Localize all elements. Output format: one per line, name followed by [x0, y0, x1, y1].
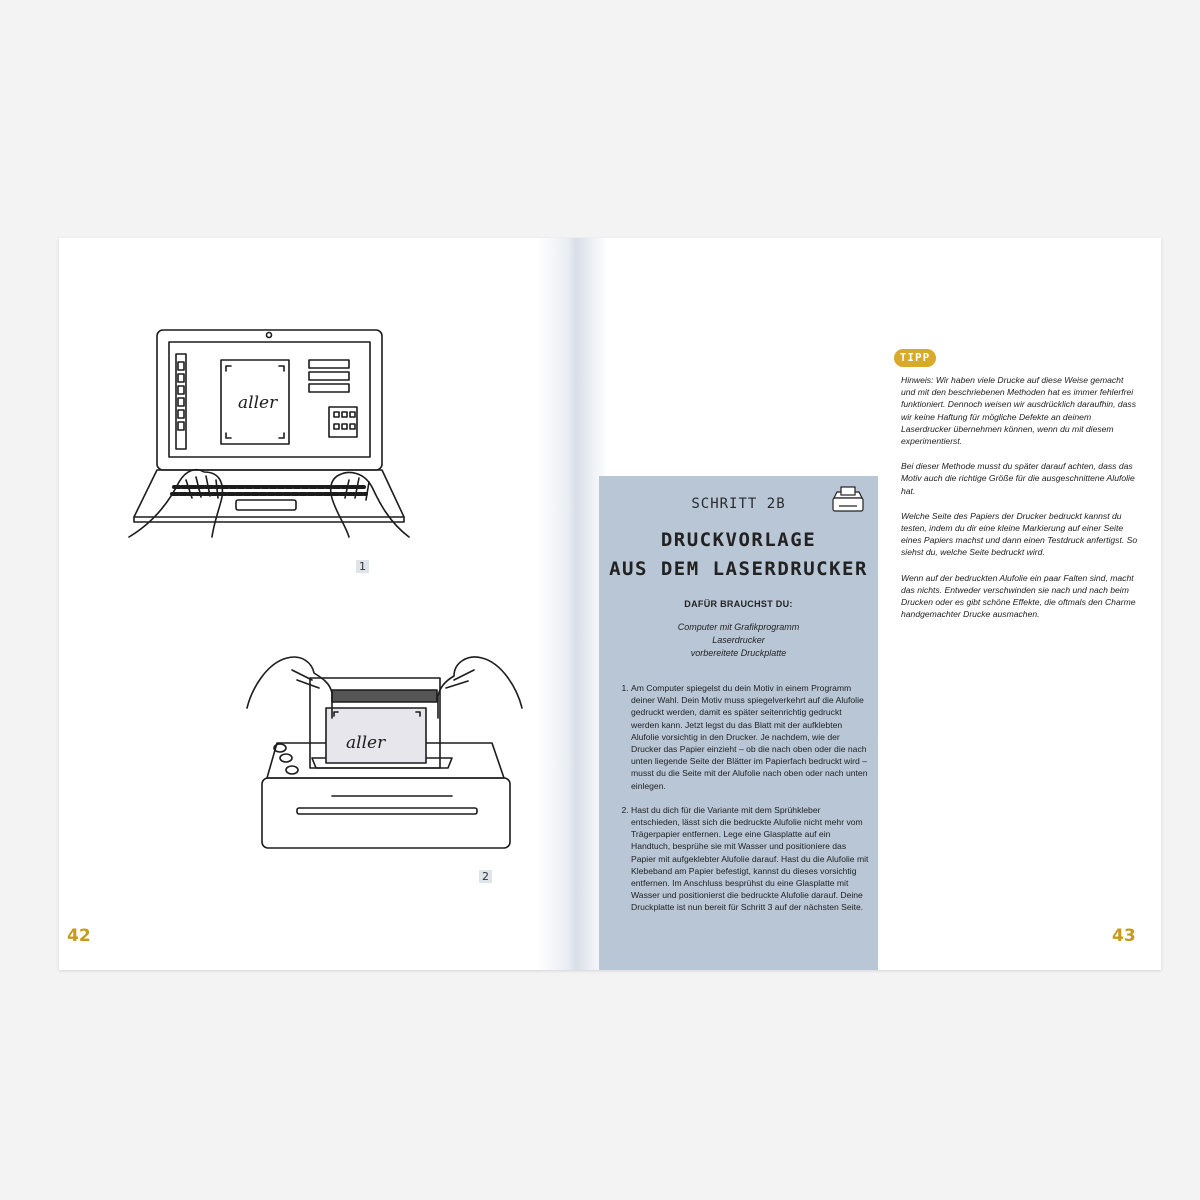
step-title-line-2: AUS DEM LASERDRUCKER	[609, 558, 868, 580]
step-instructions-box	[599, 476, 878, 970]
step-title-line-1: DRUCKVORLAGE	[660, 529, 817, 551]
tip-paragraph: Bei dieser Methode musst du später darauf achten, dass das Motiv auch die richtige Größe für die ausgeschnittene Alufolie hat.	[901, 461, 1135, 496]
figure-2-label: 2	[479, 870, 492, 883]
needs-list	[599, 621, 878, 660]
needs-item: Laserdrucker	[712, 635, 765, 645]
instruction-item: 1. Am Computer spiegelst du dein Motiv in einem Programm deiner Wahl. Dein Motiv muss spiegelverkehrt auf die Alufolie gedruckt werden, damit es später seitenrichtig gedruckt werden kann. Jetzt legst du das Blatt mit der aufklebten Alufolie vorsichtig in den Drucker. Je nachdem, wie der Drucker das Papier einzieht – ob die nach oben oder die nach unten liegende Seite der Blätter im Papierfach bedruckt wird – musst du die Seite mit der Alufolie nach oben oder nach unten einlegen.	[631, 682, 871, 792]
tip-paragraph: Hinweis: Wir haben viele Drucke auf diese Weise gemacht und mit den beschriebenen Methoden hat es immer fehlerfrei funktioniert. Dennoch weisen wir ausdrücklich daraufhin, dass wir keine Haftung für mögliche Defekte an deinem Laserdrucker übernehmen können, wenn du mit diesem experimentierst.	[901, 375, 1137, 447]
tip-text	[901, 374, 1139, 633]
page-number-left: 42	[67, 926, 91, 946]
tip-paragraph: Welche Seite des Papiers der Drucker bedruckt kannst du testen, indem du dir eine kleine Markierung auf einer Seite eines Papiers machst und dann einen Testdruck anfertigst. So siehst du, welche Seite bedruckt wird.	[901, 510, 1138, 558]
needs-item: Computer mit Grafikprogramm	[677, 622, 800, 632]
tip-paragraph: Wenn auf der bedruckten Alufolie ein paar Falten sind, macht das nichts. Entweder verschwinden sie nach und nach beim Drucken oder es gibt schöne Effekte, die oftmals den Charme handgemachter Drucke ausmachen.	[901, 572, 1136, 620]
tip-badge: TIPP	[894, 349, 936, 367]
printer-hands-illustration	[242, 648, 527, 863]
laptop-hands-illustration	[124, 322, 414, 557]
page-number-right: 43	[1112, 926, 1136, 946]
instruction-item: 2. Hast du dich für die Variante mit dem Sprühkleber entschieden, lässt sich die bedruckte Alufolie nicht mehr vom Trägerpapier entfernen. Lege eine Glasplatte auf ein Handtuch, besprühe sie mit Wasser und positioniere das Papier mit aufgeklebter Alufolie darauf. Hast du die Alufolie mit Klebeband am Papier befestigt, kannst du dieses vorsichtig entfernen. Im Anschluss besprühst du eine Glasplatte mit Wasser und positionierst die bedruckte Alufolie darauf. Deine Druckplatte ist nun bereit für Schritt 3 auf der nächsten Seite.	[631, 804, 871, 914]
printer-paper-text: aller	[346, 733, 386, 753]
needs-heading: DAFÜR BRAUCHST DU:	[684, 599, 793, 609]
needs-item: vorbereitete Druckplatte	[690, 648, 787, 658]
figure-1-label: 1	[356, 560, 369, 573]
laptop-screen-text: aller	[238, 393, 278, 413]
step-title	[599, 526, 878, 584]
book-spread	[59, 238, 1161, 970]
step-label: SCHRITT 2B	[691, 496, 786, 512]
book-gutter	[537, 238, 607, 970]
instruction-list	[619, 682, 871, 926]
